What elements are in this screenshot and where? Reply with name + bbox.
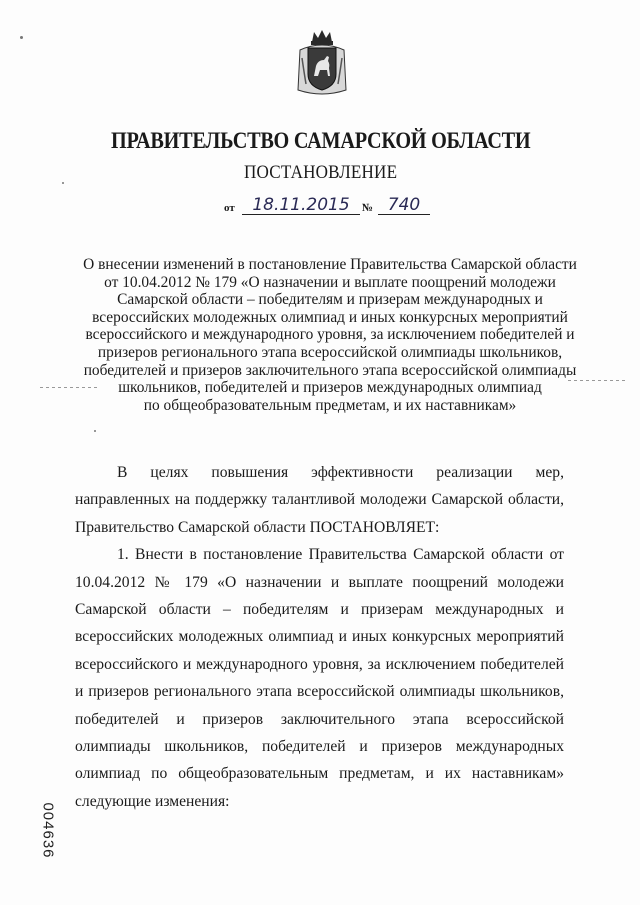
date-label: от [224,202,235,214]
subject-line: по общеобразовательным предметам, и их наставникам» [143,396,517,414]
subject-line: призеров регионального этапа всероссийской олимпиады школьников, [97,343,563,361]
subject-line: от 10.04.2012 № 179 «О назначении и выплате поощрений молодежи [104,273,556,291]
subject-line: Самарской области – победителям и призерам международных и [117,291,543,309]
scan-artifact-line [40,387,100,388]
scan-artifact-line [568,380,628,381]
subject-line: всероссийского и международного уровня, за исключением победителей и [85,326,575,344]
body-paragraph: В целях повышения эффективности реализации мер, направленных на поддержку талантливой молодежи Самарской области, Правительство Самарской области ПОСТАНОВЛЯЕТ: [75,464,564,536]
subject-line: победителей и призеров заключительного этапа всероссийской олимпиады [83,361,577,379]
number-value: 740 [378,196,430,215]
subject-heading [70,256,590,414]
document-body [75,459,564,815]
scan-speck [62,182,64,184]
document-type: ПОСТАНОВЛЕНИЕ [243,162,398,183]
stamp-number: 004636 [39,802,57,859]
number-label: № [362,202,374,214]
date-number-line [224,196,444,218]
subject-line: всероссийских молодежных олимпиад и иных конкурсных мероприятий [92,308,568,326]
scan-speck [94,430,96,432]
scan-speck [20,36,23,39]
coat-of-arms-icon [296,28,348,98]
subject-line: школьников, победителей и призеров международных олимпиад [118,379,542,397]
government-title: ПРАВИТЕЛЬСТВО САМАРСКОЙ ОБЛАСТИ [111,128,531,153]
registration-stamp [36,800,58,864]
body-paragraph: 1. Внести в постановление Правительства Самарской области от 10.04.2012 № 179 «О назначении и выплате поощрений молодежи Самарской области – победителям и призерам международных и всероссийских молодежных олимпиад и иных конкурсных мероприятий всероссийского и международного уровня, за исключением победителей и призеров регионального этапа всероссийской олимпиады школьников, победителей и призеров заключительного этапа всероссийской олимпиады школьников, победителей и призеров международных олимпиад по общеобразовательным предметам, и их наставникам» следующие изменения: [75,546,564,810]
date-value: 18.11.2015 [242,196,360,215]
subject-line: О внесении изменений в постановление Правительства Самарской области [83,256,577,273]
